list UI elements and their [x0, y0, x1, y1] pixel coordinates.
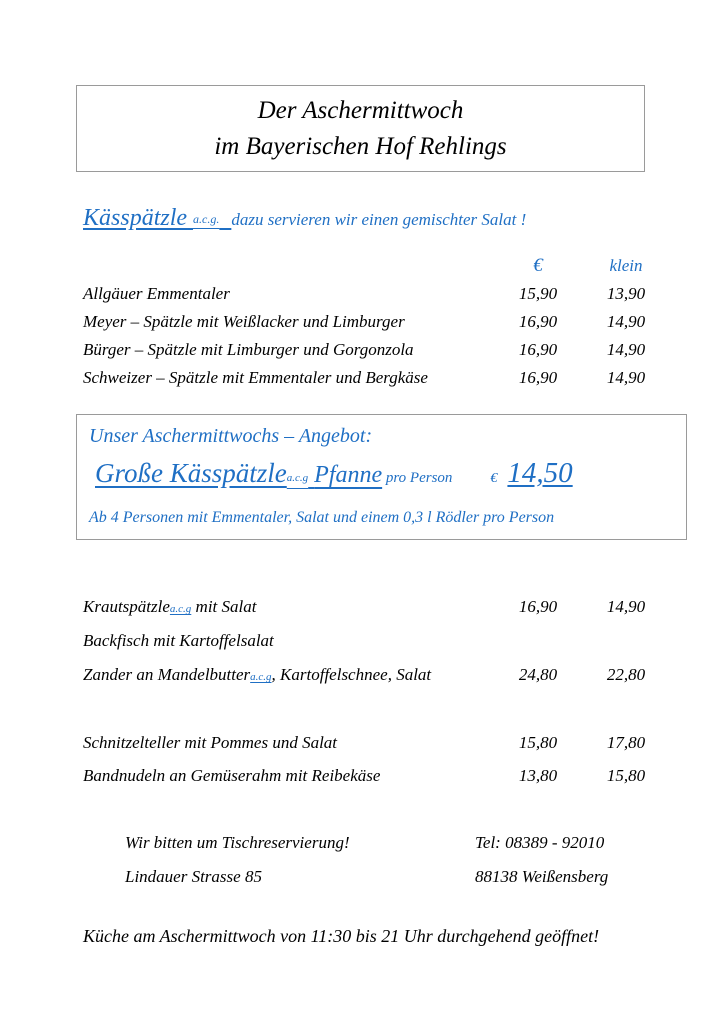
item-price-large: 16,90 — [518, 368, 558, 387]
opening-hours-note: Küche am Aschermittwoch von 11:30 bis 21 Uhr durchgehend geöffnet! — [83, 926, 600, 946]
item-price-large: 15,90 — [518, 284, 558, 303]
item-name: Allgäuer Emmentaler — [83, 284, 230, 303]
item-name — [83, 624, 274, 660]
phone-number: Tel: 08389 - 92010 — [475, 833, 605, 852]
menu-table-1 — [83, 252, 663, 392]
table-header-row — [83, 252, 663, 280]
item-price-small: 14,90 — [606, 312, 646, 331]
section-heading-kaesspaetzle — [83, 205, 526, 232]
offer-per-person: pro Person — [385, 470, 453, 486]
item-price-small: 14,90 — [606, 368, 646, 387]
offer-heading: Unser Aschermittwochs – Angebot: — [89, 425, 373, 447]
item-price-large: 13,80 — [518, 766, 558, 785]
title-line-1: Der Aschermittwoch — [257, 96, 464, 124]
column-header-klein: klein — [609, 256, 643, 275]
street-address: Lindauer Strasse 85 — [125, 867, 262, 886]
table-row — [83, 336, 663, 364]
offer-dish-name: Große Kässpätzle — [95, 458, 287, 488]
title-line-2: im Bayerischen Hof Rehlings — [214, 132, 507, 160]
table-row — [83, 590, 663, 624]
table-row — [83, 658, 663, 692]
item-price-large: 24,80 — [518, 665, 558, 684]
item-name-before: Bandnudeln an Gemüserahm mit Reibekäse — [83, 766, 381, 785]
item-name-after: mit Salat — [191, 597, 257, 616]
table-row — [83, 726, 663, 759]
item-name-after: , Kartoffelschnee, Salat — [271, 665, 432, 684]
item-price-large: 16,90 — [518, 340, 558, 359]
offer-note: Ab 4 Personen mit Emmentaler, Salat und einem 0,3 l Rödler pro Person — [89, 509, 555, 526]
item-name — [83, 726, 337, 759]
menu-table-2 — [83, 590, 663, 692]
item-name — [83, 658, 431, 694]
reservation-note: Wir bitten um Tischreservierung! — [125, 833, 350, 852]
item-price-small: 14,90 — [606, 340, 646, 359]
table-row — [83, 759, 663, 792]
item-price-large: 16,90 — [518, 597, 558, 616]
menu-table-3 — [83, 726, 663, 792]
item-price-large: 16,90 — [518, 312, 558, 331]
offer-dish-allergens: a.c.g — [286, 472, 309, 484]
section-heading-rest: dazu servieren wir einen gemischter Salat ! — [231, 210, 527, 229]
section-heading-main: Kässpätzle — [83, 205, 188, 231]
contact-row — [125, 826, 665, 860]
item-allergens: a.c.g — [250, 671, 272, 683]
item-price-small: 22,80 — [606, 665, 646, 684]
item-price-small: 17,80 — [606, 733, 646, 752]
item-name — [83, 590, 256, 626]
item-name — [83, 759, 380, 792]
table-row — [83, 280, 663, 308]
table-row — [83, 624, 663, 658]
offer-currency-symbol: € — [490, 471, 498, 486]
item-name-before: Zander an Mandelbutter — [83, 665, 251, 684]
column-header-euro: € — [533, 255, 543, 276]
item-name: Meyer – Spätzle mit Weißlacker und Limburger — [83, 312, 405, 331]
offer-dish-line — [95, 457, 573, 490]
item-name-before: Schnitzelteller mit Pommes und Salat — [83, 733, 338, 752]
item-price-small: 15,80 — [606, 766, 646, 785]
offer-dish-suffix: Pfanne — [314, 462, 383, 488]
item-name: Bürger – Spätzle mit Limburger und Gorgonzola — [83, 340, 414, 359]
section-heading-allergens: a.c.g. — [193, 212, 220, 226]
item-price-small: 13,90 — [606, 284, 646, 303]
item-name-before: Backfisch mit Kartoffelsalat — [83, 631, 274, 650]
special-offer-box — [76, 414, 687, 540]
item-price-small: 14,90 — [606, 597, 646, 616]
item-name-before: Krautspätzle — [83, 597, 170, 616]
city-address: 88138 Weißensberg — [475, 867, 609, 886]
item-name: Schweizer – Spätzle mit Emmentaler und Bergkäse — [83, 368, 428, 387]
item-price-large: 15,80 — [518, 733, 558, 752]
offer-price: 14,50 — [507, 457, 573, 489]
contact-block — [125, 826, 665, 894]
table-row — [83, 364, 663, 392]
contact-row — [125, 860, 665, 894]
title-box — [76, 85, 645, 172]
table-row — [83, 308, 663, 336]
item-allergens: a.c.g — [169, 603, 192, 615]
